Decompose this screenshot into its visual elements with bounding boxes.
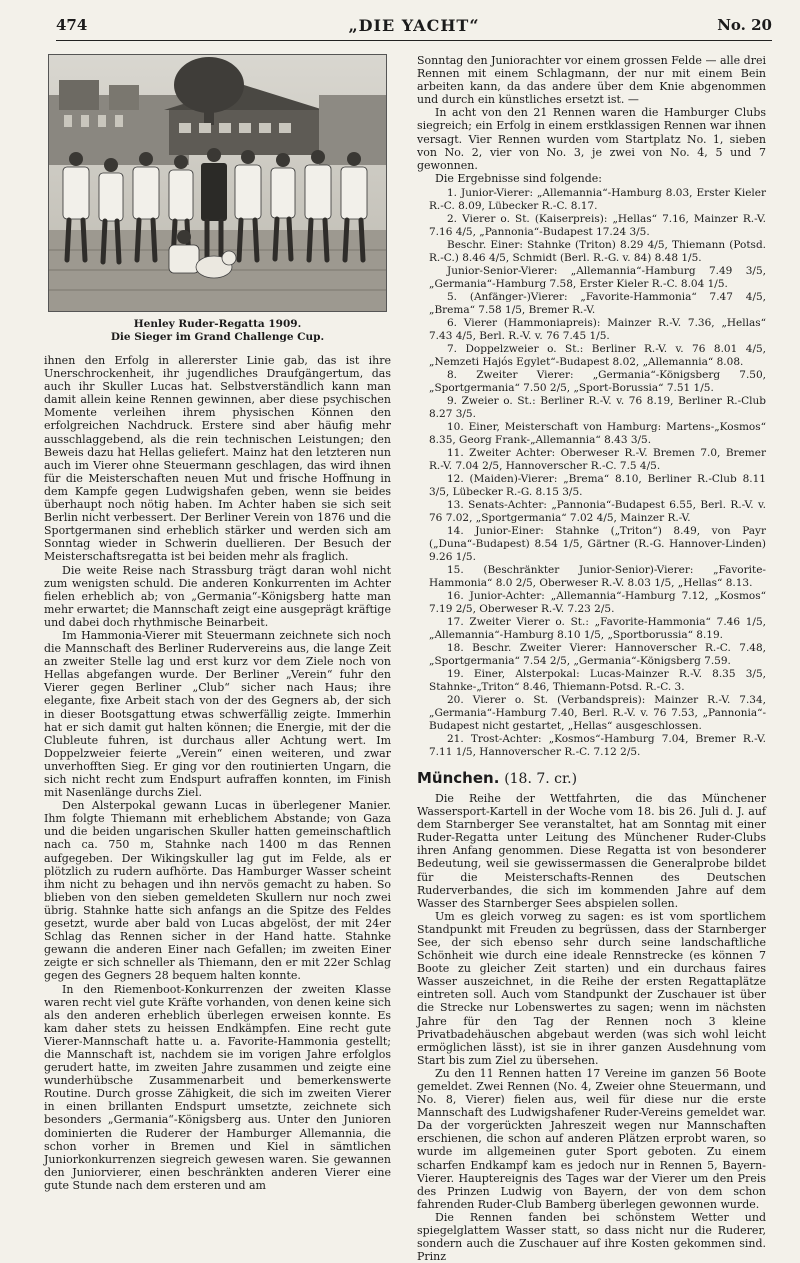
caption-subtitle: Die Sieger im Grand Challenge Cup. — [110, 331, 325, 343]
result-entry: 12. (Maiden)-Vierer: „Brema“ 8.10, Berliner R.-Club 8.11 3/5, Lübecker R.-G. 8.15 3/5. — [429, 472, 766, 498]
result-entry: 16. Junior-Achter: „Allemannia“-Hamburg 7.12, „Kosmos“ 7.19 2/5, Oberweser R.-V. 7.23 2/5. — [429, 589, 766, 615]
journal-title: „DIE YACHT“ — [348, 16, 480, 35]
paragraph: Die Rennen fanden bei schönstem Wetter und spiegelglattem Wasser statt, so dass nicht nur die Ruderer, sondern auch die Zuschauer auf ihre Kosten gekommen sind. Prinz — [417, 1210, 766, 1263]
paragraph: Den Alsterpokal gewann Lucas in überlegener Manier. Ihm folgte Thiemann mit erheblichem Abstande; von Gaza und die beiden ungarischen Skuller hatten gemeinschaftlich nach ca. 750 m, Stahnke nach 1400 m das Rennen aufgegeben. Der Wikingskuller lag gut im Felde, als er plötzlich zu rudern aufhörte. Das Hamburger Wasser scheint ihm nicht zu behagen und ihn nervös gemacht zu haben. So blieben von den sieben gemeldeten Skullern nur noch zwei übrig. Stahnke hatte sich anfangs an die Spitze des Feldes gesetzt, wurde aber bald von Lucas abgelöst, der mit 24er Schlag das Rennen sicher in der Hand hatte. Stahnke gewann die anderen Einer nach Gefallen; im zweiten Einer zeigte er sich schneller als Thiemann, den er mit 22er Schlag gegen des Gegners 28 bequem halten konnte. — [44, 799, 391, 983]
right-column — [417, 54, 766, 1263]
results-list — [417, 187, 766, 759]
result-entry: Junior-Senior-Vierer: „Allemannia“-Hamburg 7.49 3/5, „Germania“-Hamburg 7.58, Erster Kieler R.-C. 8.04 1/5. — [429, 264, 766, 290]
result-entry: 9. Zweier o. St.: Berliner R.-V. v. 76 8.19, Berliner R.-Club 8.27 3/5. — [429, 394, 766, 420]
results-intro: Die Ergebnisse sind folgende: — [435, 171, 603, 185]
result-entry: 6. Vierer (Hammoniapreis): Mainzer R.-V. 7.36, „Hellas“ 7.43 4/5, Berl. R.-V. v. 76 7.45 1/5. — [429, 316, 766, 342]
section-heading — [417, 769, 766, 788]
paragraph: Die Reihe der Wettfahrten, die das Münchener Wassersport-Kartell in der Woche vom 18. bis 26. Juli d. J. auf dem Starnberger See veranstaltet, hat am Sonntag mit einer Ruder-Regatta unter Leitung des Münchener Ruder-Clubs ihren Anfang genommen. Diese Regatta ist von besonderer Bedeutung, weil sie gewissermassen die Generalprobe bildet für die Meisterschafts-Rennen des Deutschen Ruderverbandes, die sich im kommenden Jahre auf dem Wasser des Starnberger Sees abspielen sollen. — [417, 791, 766, 910]
result-entry: 13. Senats-Achter: „Pannonia“-Budapest 6.55, Berl. R.-V. v. 76 7.02, „Sportgermania“ 7.02 4/5, Mainzer R.-V. — [429, 498, 766, 524]
issue-number: No. 20 — [717, 16, 772, 34]
result-entry: 14. Junior-Einer: Stahnke („Triton“) 8.49, von Payr („Duna“-Budapest) 8.54 1/5, Gärtner (R.-G. Hannover-Linden) 9.26 1/5. — [429, 524, 766, 563]
paragraph: In acht von den 21 Rennen waren die Hamburger Clubs siegreich; ein Erfolg in einem erstklassigen Rennen war ihnen versagt. Vier Rennen wurden vom Startplatz No. 1, sieben von No. 2, vier von No. 3, je zwei von No. 4, 5 und 7 gewonnen. — [417, 106, 766, 172]
result-entry: 5. (Anfänger-)Vierer: „Favorite-Hammonia“ 7.47 4/5, „Brema“ 7.58 1/5, Bremer R.-V. — [429, 290, 766, 316]
result-entry: 1. Junior-Vierer: „Allemannia“-Hamburg 8.03, Erster Kieler R.-C. 8.09, Lübecker R.-C. 8.17. — [429, 186, 766, 212]
result-entry: 8. Zweiter Vierer: „Germania“-Königsberg 7.50, „Sportgermania“ 7.50 2/5, „Sport-Borussia“ 7.51 1/5. — [429, 368, 766, 394]
paragraph: ihnen den Erfolg in allererster Linie gab, das ist ihre Unerschrockenheit, ihr jugendliches Draufgängertum, das auch ihr Skuller Lucas hat. Selbstverständlich kann man damit allein keine Rennen gewinnen, aber diese psychischen Momente verleihen ihrem physischen Können den erfolgreichen Nachdruck. Erstere sind aber häufig mehr ausschlaggebend, als die rein technischen Leistungen; den Beweis dazu hat Hellas geliefert. Mainz hat den letzteren nun auch im Vierer ohne Steuermann geschlagen, das wird ihnen für die Meisterschaften neuen Mut und frische Hoffnung in dem Kampfe gegen Ludwigshafen geben, wenn sie beides überhaupt noch nötig haben. Im Achter haben sie sich seit Berlin nicht verbessert. Der Berliner Verein von 1876 und die Sportgermanen sind erheblich stärker und werden sich am Sonntag wieder in Schwerin duellieren. Der Besuch der Meisterschaftsregatta ist bei beiden mehr als fraglich. — [44, 354, 391, 564]
result-entry: 21. Trost-Achter: „Kosmos“-Hamburg 7.04, Bremer R.-V. 7.11 1/5, Hannoverscher R.-C. 7.12 2/5. — [429, 732, 766, 758]
result-entry: 10. Einer, Meisterschaft von Hamburg: Martens-„Kosmos“ 8.35, Georg Frank-„Allemannia“ 8.43 3/5. — [429, 420, 766, 446]
figure-caption — [44, 318, 391, 344]
result-entry: 18. Beschr. Zweiter Vierer: Hannoverscher R.-C. 7.48, „Sportgermania“ 7.54 2/5, „Germania“-Königsberg 7.59. — [429, 641, 766, 667]
page-number: 474 — [56, 16, 88, 34]
left-column — [44, 54, 391, 1192]
result-entry: 20. Vierer o. St. (Verbandspreis): Mainzer R.-V. 7.34, „Germania“-Hamburg 7.40, Berl. R.-V. v. 76 7.53, „Pannonia“-Budapest nicht gestartet, „Hellas“ ausgeschlossen. — [429, 693, 766, 732]
page-header — [56, 14, 772, 41]
paragraph: Sonntag den Juniorachter vor einem grossen Felde — alle drei Rennen mit einem Schlagmann, der nur mit einem Bein arbeiten kann, da das andere über dem Knie abgenommen und durch ein künstliches ersetzt ist. — — [417, 54, 766, 107]
paragraph: Zu den 11 Rennen hatten 17 Vereine im ganzen 56 Boote gemeldet. Zwei Rennen (No. 4, Zweier ohne Steuermann, und No. 8, Vierer) fielen aus, weil für diese nur die erste Mannschaft des Ludwigshafener Ruder-Vereins gemeldet war. Da der vorgerückten Jahreszeit wegen nur Mannschaften erschienen, die schon auf anderen Plätzen erprobt waren, so wurde im allgemeinen guter Sport geboten. Zu einem scharfen Endkampf kam es jedoch nur in Rennen 5, Bayern-Vierer. Hauptereignis des Tages war der Vierer um den Preis des Prinzen Ludwig von Bayern, der von dem schon fahrenden Ruder-Club Bamberg überlegen gewonnen wurde. — [417, 1066, 766, 1211]
result-entry: 17. Zweiter Vierer o. St.: „Favorite-Hammonia“ 7.46 1/5, „Allemannia“-Hamburg 8.10 1/5, „Sportborussia“ 8.19. — [429, 615, 766, 641]
result-entry: Beschr. Einer: Stahnke (Triton) 8.29 4/5, Thiemann (Potsd. R.-C.) 8.46 4/5, Schmidt (Berl. R.-G. v. 84) 8.48 1/5. — [429, 238, 766, 264]
result-entry: 11. Zweiter Achter: Oberweser R.-V. Bremen 7.0, Bremer R.-V. 7.04 2/5, Hannoverscher R.-C. 7.5 4/5. — [429, 446, 766, 472]
caption-title: Henley Ruder-Regatta 1909. — [133, 318, 302, 330]
result-entry: 7. Doppelzweier o. St.: Berliner R.-V. v. 76 8.01 4/5, „Nemzeti Hajós Egylet“-Budapest 8.02, „Allemannia“ 8.08. — [429, 342, 766, 368]
paragraph: Um es gleich vorweg zu sagen: es ist vom sportlichem Standpunkt mit Freuden zu begrüssen, dass der Starnberger See, der sich ebenso sehr durch seine landschaftliche Schönheit wie durch eine ideale Rennstrecke (es können 7 Boote zu gleicher Zeit starten) und ein durchaus faires Wasser auszeichnet, in die Reihe der ersten Regattaplätze eintreten soll. Auch vom Standpunkt der Zuschauer ist über die Strecke nur Lobenswertes zu sagen; wenn im nächsten Jahre für den Tag der Rennen noch 3 kleine Privatbadehäuschen abgebaut werden (was sich wohl leicht ermöglichen lässt), ist sie in ihrer ganzen Ausdehnung vom Start bis zum Ziel zu übersehen. — [417, 909, 766, 1067]
section-title: München. — [417, 768, 500, 787]
result-entry: 2. Vierer o. St. (Kaiserpreis): „Hellas“ 7.16, Mainzer R.-V. 7.16 4/5, „Pannonia“-Budapest 17.24 3/5. — [429, 212, 766, 238]
result-entry: 19. Einer, Alsterpokal: Lucas-Mainzer R.-V. 8.35 3/5, Stahnke-„Triton“ 8.46, Thiemann-Potsd. R.-C. 3. — [429, 667, 766, 693]
rowing-team-photo-image — [49, 55, 386, 311]
result-entry: 15. (Beschränkter Junior-Senior)-Vierer: „Favorite-Hammonia“ 8.0 2/5, Oberweser R.-V. 8.03 1/5, „Hellas“ 8.13. — [429, 563, 766, 589]
henley-photo — [48, 54, 387, 312]
paragraph: Im Hammonia-Vierer mit Steuermann zeichnete sich noch die Mannschaft des Berliner Rudervereins aus, die lange Zeit an zweiter Stelle lag und erst kurz vor dem Ziele noch von Hellas abgefangen wurde. Der Berliner „Verein“ fuhr den Vierer gegen Berliner „Club“ sicher nach Haus; ihre elegante, fixe Arbeit stach von der des Gegners ab, der sich in dieser Bootsgattung etwas schwerfällig zeigte. Immerhin hat er sich damit gut halten können; die Energie, mit der die Clubleute fuhren, ist durchaus aller Achtung wert. Im Doppelzweier feierte „Verein“ einen weiteren, und zwar unverhofften Sieg. Er ging vor den routinierten Ungarn, die sich nicht recht zum Endspurt aufraffen konnten, im Finish mit Nasenlänge durchs Ziel. — [44, 628, 391, 800]
paragraph: In den Riemenboot-Konkurrenzen der zweiten Klasse waren recht viel gute Kräfte vorhanden, von denen keine sich als den anderen erheblich überlegen erweisen konnte. Es kam daher stets zu heissen Endkämpfen. Eine recht gute Vierer-Mannschaft hatte u. a. Favorite-Hammonia gestellt; die Mannschaft ist, nachdem sie im vorigen Jahre erfolglos gerudert hatte, im zweiten Jahre zusammen und zeigte eine wunderhübsche Zusammenarbeit und bemerkenswerte Routine. Durch grosse Zähigkeit, die sich im zweiten Vierer in einen brillanten Endspurt umsetzte, zeichnete sich besonders „Germania“-Königsberg aus. Unter den Junioren dominierten die Ruderer der Hamburger Allemannia, die schon vorher in Bremen und Kiel in sämtlichen Juniorkonkurrenzen siegreich gewesen waren. Sie gewannen den Juniorvierer, einen beschränkten anderen Vierer eine gute Stunde nach dem ersteren und am — [44, 982, 391, 1192]
section-date: (18. 7. cr.) — [504, 770, 578, 787]
paragraph: Die weite Reise nach Strassburg trägt daran wohl nicht zum wenigsten schuld. Die anderen Konkurrenten im Achter fielen erheblich ab; von „Germania“-Königsberg hatte man mehr erwartet; die Mannschaft zeigt eine ausgeprägt kräftige und dabei doch rhythmische Beinarbeit. — [44, 563, 391, 629]
